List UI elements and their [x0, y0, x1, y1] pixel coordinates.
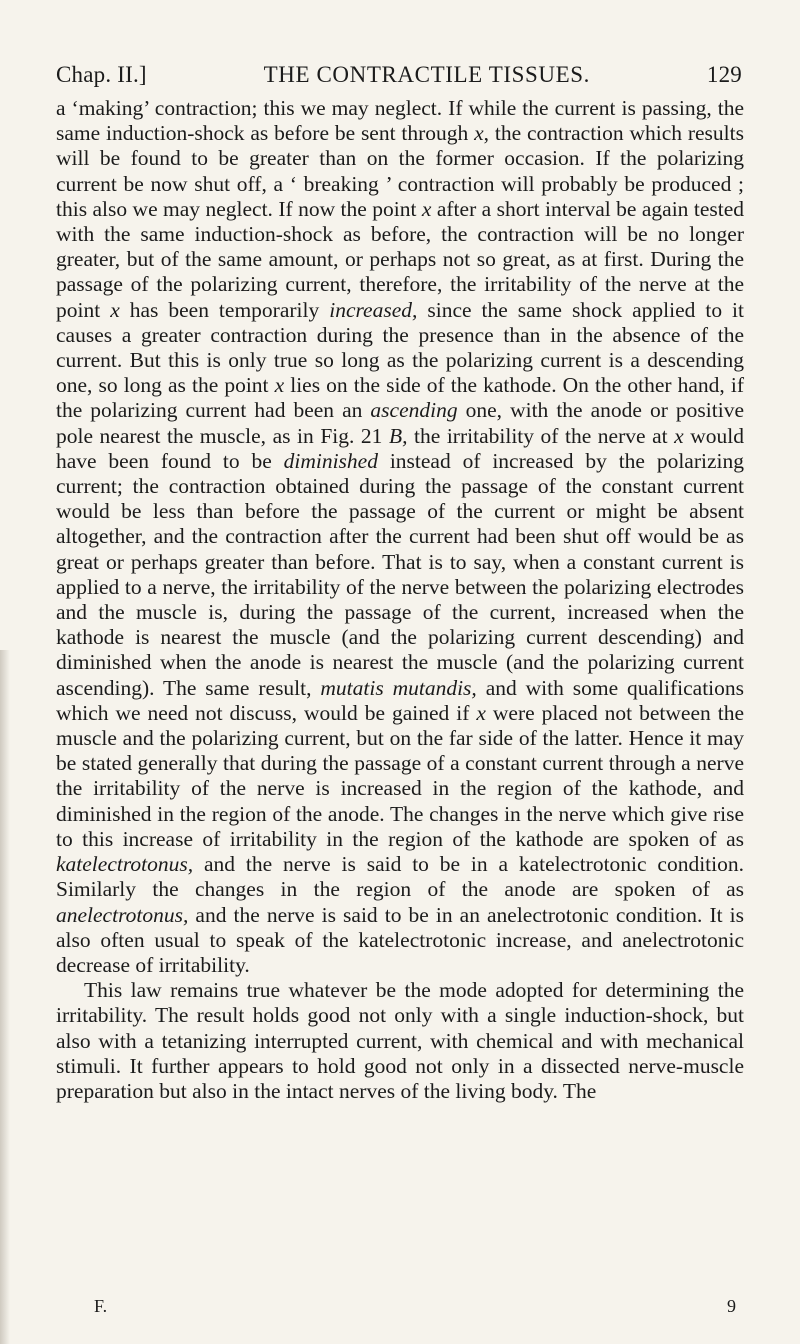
sheet-number: 9 [727, 1296, 736, 1316]
chapter-label: Chap. II.] [56, 62, 147, 87]
body-text [56, 96, 744, 1104]
running-title: THE CONTRACTILE TISSUES. [263, 62, 591, 87]
paragraph-1: a ‘making’ contraction; this we may neglect. If while the current is passing, the same induction-shock as before be sent through x, the contraction which results will be found to be greater than on the former occasion. If the polarizing current be now shut off, a ‘ breaking ’ contraction will probably be produced ; this also we may neglect. If now the point x after a short interval be again tested with the same induction-shock as before, the contraction will be no longer greater, but of the same amount, or perhaps not so great, as at first. During the passage of the polarizing current, therefore, the irritability of the nerve at the point x has been temporarily increased, since the same shock applied to it causes a greater contraction during the presence than in the absence of the current. But this is only true so long as the polarizing current is a descending one, so long as the point x lies on the side of the kathode. On the other hand, if the polarizing current had been an ascending one, with the anode or positive pole nearest the muscle, as in Fig. 21 B, the irritability of the nerve at x would have been found to be diminished instead of increased by the polarizing current; the contraction obtained during the passage of the constant current would be less than before the passage of the current or might be absent altogether, and the contraction after the current had been shut off would be as great or perhaps greater than before. That is to say, when a constant current is applied to a nerve, the irritability of the nerve between the polarizing electrodes and the muscle is, during the passage of the current, increased when the kathode is nearest the muscle (and the polarizing current descending) and diminished when the anode is nearest the muscle (and the polarizing current ascending). The same result, mutatis mutandis, and with some qualifications which we need not discuss, would be gained if x were placed not between the muscle and the polarizing current, but on the far side of the latter. Hence it may be stated generally that during the passage of a constant current through a nerve the irritability of the nerve is increased in the region of the kathode, and diminished in the region of the anode. The changes in the nerve which give rise to this increase of irritability in the region of the kathode are spoken of as katelectrotonus, and the nerve is said to be in a katelectrotonic condition. Similarly the changes in the region of the anode are spoken of as anelectrotonus, and the nerve is said to be in an anelectrotonic condition. It is also often usual to speak of the katelectrotonic increase, and anelectrotonic decrease of irritability. [56, 96, 745, 977]
running-header [56, 62, 742, 92]
paragraph-2: This law remains true whatever be the mode adopted for determining the irritability. The result holds good not only with a single induction-shock, but also with a tetanizing interrupted current, with chemical and with mechanical stimuli. It further appears to hold good not only in a dissected nerve-muscle preparation but also in the intact nerves of the living body. The [56, 978, 744, 1103]
page-number: 129 [706, 62, 742, 87]
signature-mark: F. [94, 1296, 108, 1316]
page-footer [94, 1296, 736, 1320]
gutter-shadow [0, 650, 10, 1344]
